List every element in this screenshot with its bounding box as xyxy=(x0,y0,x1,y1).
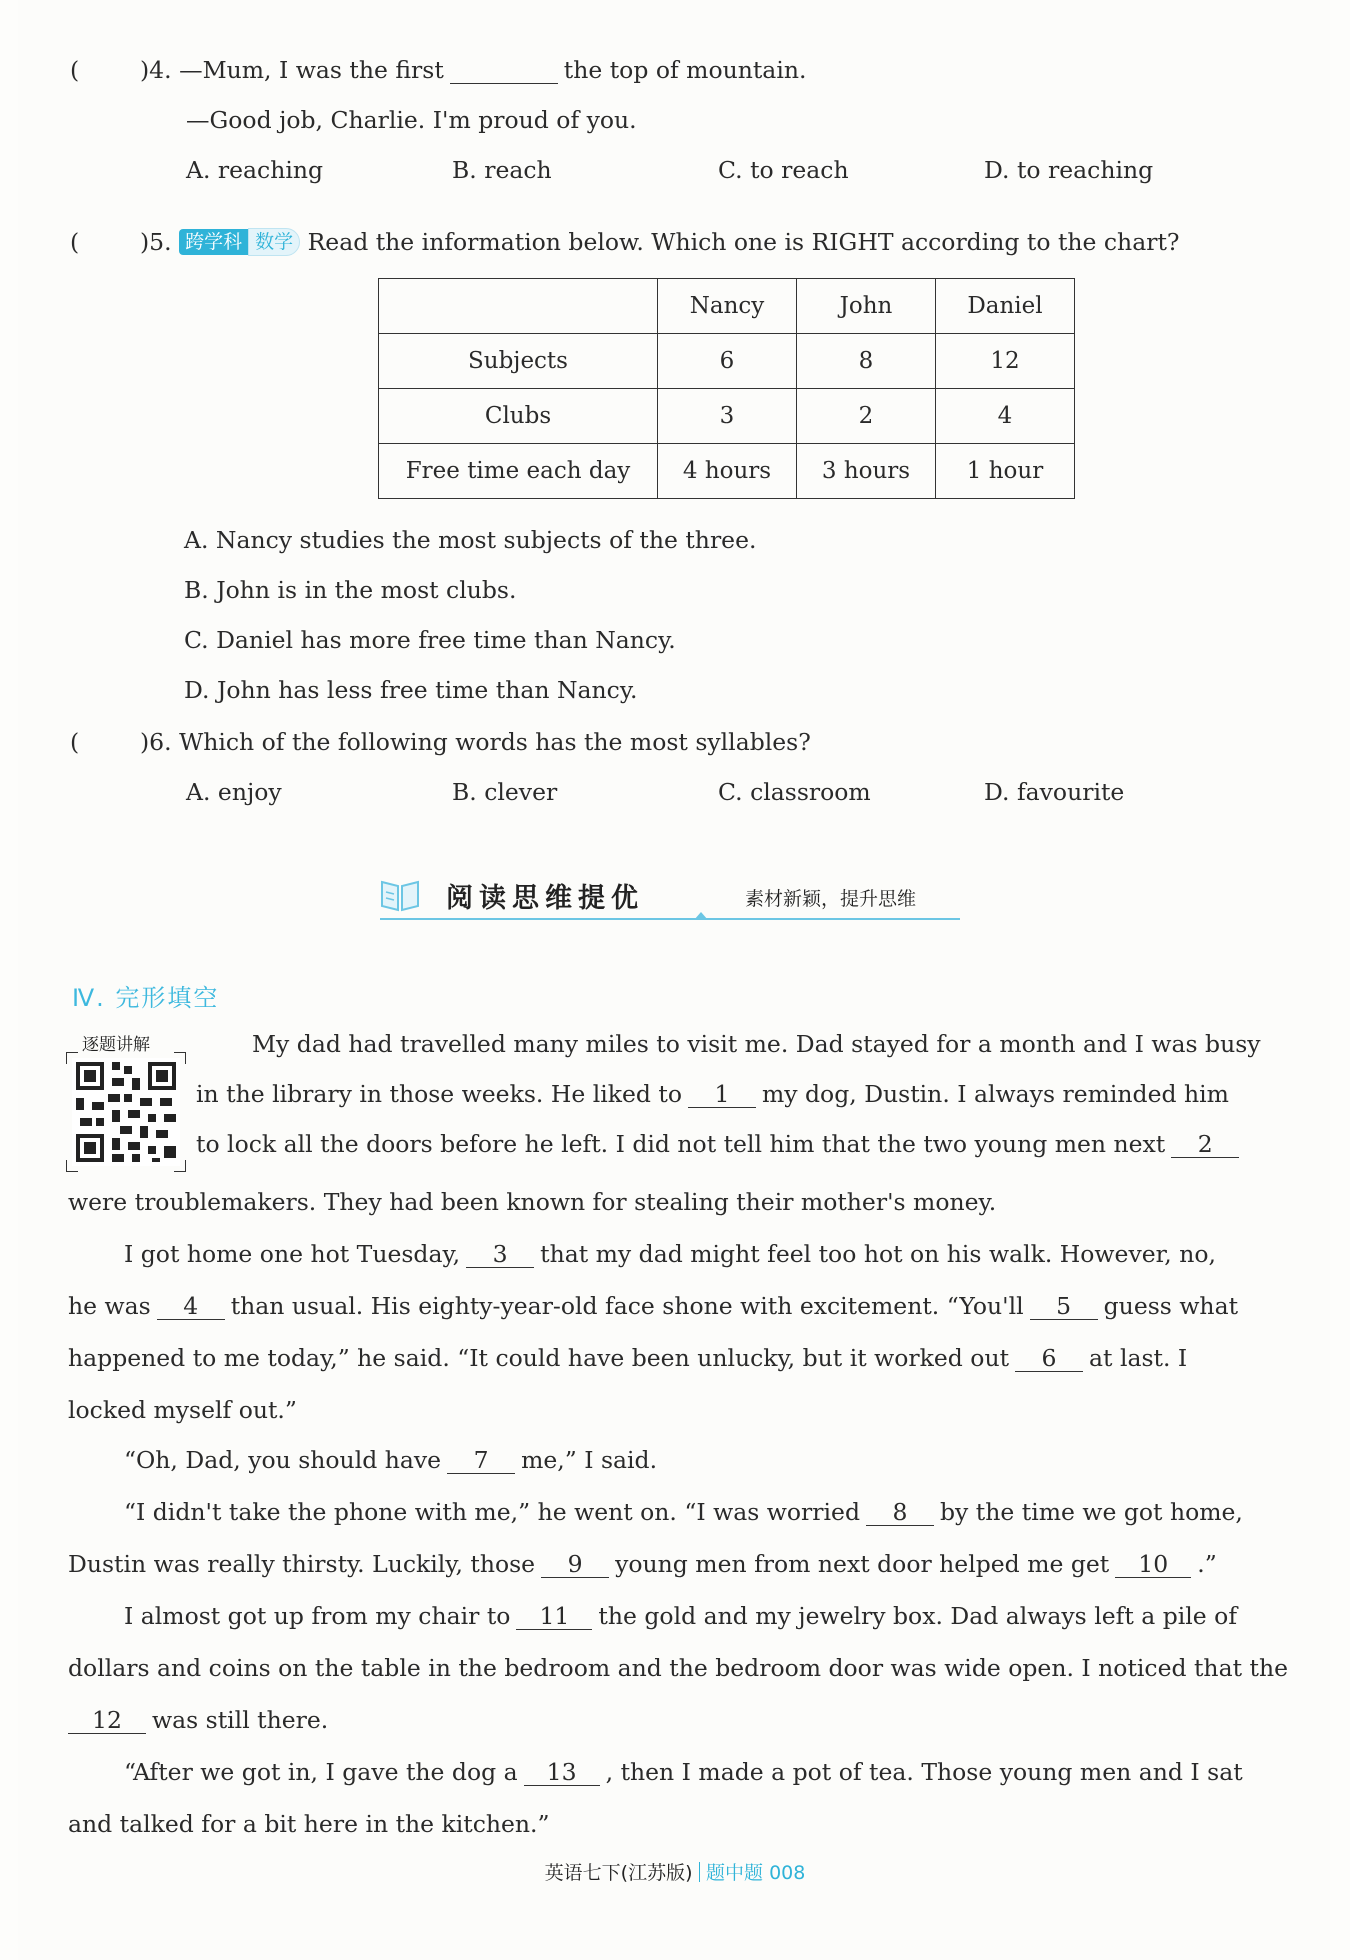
blank-10: 10 xyxy=(1115,1551,1191,1578)
blank-13: 13 xyxy=(524,1759,600,1786)
answer-paren-q5: ( xyxy=(70,228,80,256)
book-title: 英语七下(江苏版) xyxy=(544,1862,693,1884)
q6-option-b: B. clever xyxy=(452,778,558,806)
table-header-row xyxy=(379,279,1075,334)
blank-4: 4 xyxy=(157,1293,225,1320)
section-underline xyxy=(380,918,960,920)
table-row-label: Subjects xyxy=(379,334,658,389)
passage-text: happened to me today,” he said. “It could have been unlucky, but it worked out xyxy=(68,1344,1010,1372)
cross-subject-badge: 跨学科 xyxy=(179,229,248,255)
q5-number: )5. xyxy=(140,228,172,256)
passage-text: I almost got up from my chair to xyxy=(124,1602,511,1630)
passage-line-4: were troublemakers. They had been known for stealing their mother's money. xyxy=(68,1188,997,1216)
table-cell: 3 xyxy=(658,389,797,444)
section-header xyxy=(380,872,960,920)
answer-paren-q6: ( xyxy=(70,728,80,756)
passage-text: than usual. His eighty-year-old face shone with excitement. “You'll xyxy=(230,1292,1024,1320)
table-header-cell: Daniel xyxy=(936,279,1075,334)
q4-option-c: C. to reach xyxy=(718,156,849,184)
passage-text: Dustin was really thirsty. Luckily, those xyxy=(68,1550,536,1578)
passage-text: the gold and my jewelry box. Dad always left a pile of xyxy=(598,1602,1238,1630)
question-4 xyxy=(140,54,806,86)
q6-option-c: C. classroom xyxy=(718,778,871,806)
passage-line-11 xyxy=(68,1548,1217,1580)
q5-option-d: D. John has less free time than Nancy. xyxy=(184,676,638,704)
passage-text: at last. I xyxy=(1089,1344,1188,1372)
passage-line-3 xyxy=(196,1128,1245,1160)
question-5 xyxy=(140,226,1179,258)
passage-line-8: locked myself out.” xyxy=(68,1396,297,1424)
blank-7: 7 xyxy=(447,1447,515,1474)
passage-line-12 xyxy=(124,1600,1237,1632)
q6-option-a: A. enjoy xyxy=(186,778,282,806)
table-cell: 4 hours xyxy=(658,444,797,499)
info-table xyxy=(378,278,1075,499)
passage-line-14 xyxy=(68,1704,328,1736)
passage-text: me,” I said. xyxy=(521,1446,658,1474)
blank-9: 9 xyxy=(541,1551,609,1578)
q5-option-a: A. Nancy studies the most subjects of the three. xyxy=(184,526,757,554)
blank-6: 6 xyxy=(1015,1345,1083,1372)
section-title: 阅读思维提优 xyxy=(446,883,644,914)
passage-line-10 xyxy=(124,1496,1243,1528)
passage-text: .” xyxy=(1197,1550,1217,1578)
table-header-cell: Nancy xyxy=(658,279,797,334)
passage-line-1: My dad had travelled many miles to visit me. Dad stayed for a month and I was busy xyxy=(252,1030,1261,1058)
passage-line-9 xyxy=(124,1444,657,1476)
table-cell: 12 xyxy=(936,334,1075,389)
passage-text: that my dad might feel too hot on his walk. However, no, xyxy=(540,1240,1216,1268)
qr-label: 逐题讲解 xyxy=(82,1035,150,1055)
q4-number: )4. xyxy=(140,56,172,84)
section-subtitle: 素材新颖，提升思维 xyxy=(745,888,917,910)
passage-text: , then I made a pot of tea. Those young men and I sat xyxy=(605,1758,1243,1786)
q4-line2: —Good job, Charlie. I'm proud of you. xyxy=(186,106,637,134)
blank-5: 5 xyxy=(1030,1293,1098,1320)
table-row-label: Clubs xyxy=(379,389,658,444)
passage-text: my dog, Dustin. I always reminded him xyxy=(761,1080,1229,1108)
q6-text: Which of the following words has the most syllables? xyxy=(179,728,811,756)
passage-text: “Oh, Dad, you should have xyxy=(124,1446,442,1474)
table-row xyxy=(379,389,1075,444)
q4-blank xyxy=(450,57,558,84)
blank-2: 2 xyxy=(1171,1131,1239,1158)
blank-11: 11 xyxy=(516,1603,592,1630)
q5-option-c: C. Daniel has more free time than Nancy. xyxy=(184,626,676,654)
part-label: Ⅳ. 完形填空 xyxy=(72,984,220,1012)
book-icon xyxy=(380,878,420,912)
table-cell: 3 hours xyxy=(797,444,936,499)
passage-text: to lock all the doors before he left. I did not tell him that the two young men next xyxy=(196,1130,1166,1158)
passage-line-16: and talked for a bit here in the kitchen.” xyxy=(68,1810,550,1838)
table-cell: 6 xyxy=(658,334,797,389)
table-row xyxy=(379,444,1075,499)
math-badge: 数学 xyxy=(248,228,300,256)
passage-line-5 xyxy=(124,1238,1216,1270)
page-footer xyxy=(0,1858,1350,1885)
passage-line-13: dollars and coins on the table in the bedroom and the bedroom door was wide open. I noticed that the xyxy=(68,1654,1288,1682)
q5-option-b: B. John is in the most clubs. xyxy=(184,576,517,604)
table-row xyxy=(379,334,1075,389)
passage-text: by the time we got home, xyxy=(940,1498,1243,1526)
table-cell: 8 xyxy=(797,334,936,389)
passage-line-2 xyxy=(196,1078,1229,1110)
table-cell: 1 hour xyxy=(936,444,1075,499)
passage-text: “After we got in, I gave the dog a xyxy=(124,1758,518,1786)
passage-text: in the library in those weeks. He liked to xyxy=(196,1080,682,1108)
blank-12: 12 xyxy=(68,1707,146,1734)
table-header-cell: John xyxy=(797,279,936,334)
table-cell: 2 xyxy=(797,389,936,444)
q4-option-d: D. to reaching xyxy=(984,156,1154,184)
qr-frame-icon xyxy=(66,1052,186,1172)
q5-text: Read the information below. Which one is RIGHT according to the chart? xyxy=(307,228,1180,256)
passage-line-7 xyxy=(68,1342,1187,1374)
passage-text: guess what xyxy=(1103,1292,1239,1320)
blank-8: 8 xyxy=(866,1499,934,1526)
blank-1: 1 xyxy=(688,1081,756,1108)
page-number: 008 xyxy=(769,1862,806,1884)
answer-paren-q4: ( xyxy=(70,56,80,84)
passage-line-6 xyxy=(68,1290,1238,1322)
q6-number: )6. xyxy=(140,728,172,756)
passage-text: he was xyxy=(68,1292,151,1320)
question-6 xyxy=(140,726,811,758)
table-row-label: Free time each day xyxy=(379,444,658,499)
table-cell: 4 xyxy=(936,389,1075,444)
q6-option-d: D. favourite xyxy=(984,778,1125,806)
passage-text: I got home one hot Tuesday, xyxy=(124,1240,461,1268)
passage-text: was still there. xyxy=(152,1706,329,1734)
passage-text: “I didn't take the phone with me,” he went on. “I was worried xyxy=(124,1498,860,1526)
blank-3: 3 xyxy=(466,1241,534,1268)
passage-text: young men from next door helped me get xyxy=(615,1550,1110,1578)
table-cell xyxy=(379,279,658,334)
passage-line-15 xyxy=(124,1756,1243,1788)
q4-option-a: A. reaching xyxy=(186,156,324,184)
q4-line1-b: the top of mountain. xyxy=(563,56,807,84)
q4-line1-a: —Mum, I was the first xyxy=(179,56,444,84)
footer-divider xyxy=(699,1862,701,1882)
series-name: 题中题 xyxy=(706,1862,764,1884)
q4-option-b: B. reach xyxy=(452,156,552,184)
